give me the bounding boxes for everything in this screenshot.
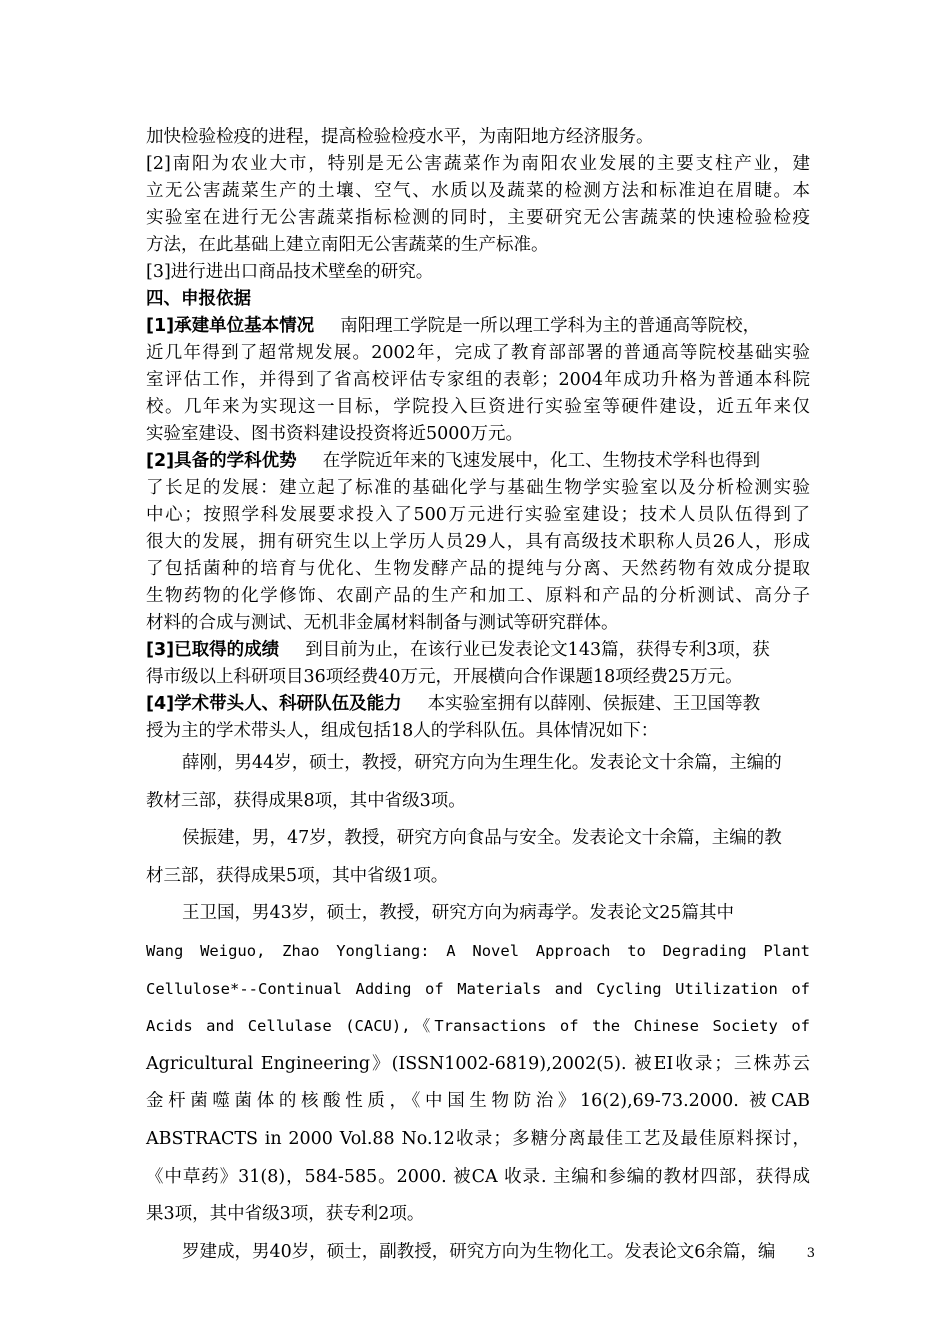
- intro-line: [3]进行进出口商品技术壁垒的研究。: [146, 262, 434, 282]
- bio-line: 罗建成，男40岁，硕士，副教授，研究方向为生物化工。发表论文6余篇，编: [182, 1241, 776, 1262]
- paragraph-line: 了包括菌种的培育与优化、生物发酵产品的提纯与分离、天然药物有效成分提取: [146, 559, 810, 579]
- bio-line: Cellulose*--Continual Adding of Materials and Cycling Utilization of: [146, 979, 810, 998]
- intro-line: 实验室在进行无公害蔬菜指标检测的同时，主要研究无公害蔬菜的快速检验检疫: [146, 208, 810, 228]
- bio-line: 薛刚，男44岁，硕士，教授，研究方向为生理生化。发表论文十余篇，主编的: [182, 753, 782, 773]
- paragraph-lead: [3]已取得的成绩: [146, 640, 280, 660]
- paragraph-line: 很大的发展，拥有研究生以上学历人员29人，具有高级技术职称人员26人，形成: [146, 532, 810, 552]
- paragraph-line: [146, 448, 810, 475]
- bio-section: [146, 745, 810, 1271]
- intro-line: [2]南阳为农业大市，特别是无公害蔬菜作为南阳农业发展的主要支柱产业，建: [146, 154, 810, 174]
- bio-line: Acids and Cellulase (CACU),《Transactions of the Chinese Society of: [146, 1017, 810, 1036]
- bio-line: 教材三部，获得成果8项，其中省级3项。: [146, 790, 466, 811]
- bio-line: 金杆菌噬菌体的核酸性质，《中国生物防治》16(2),69-73.2000. 被CAB: [146, 1091, 810, 1112]
- bio-line: 材三部，获得成果5项，其中省级1项。: [146, 865, 449, 886]
- intro-line: 加快检验检疫的进程，提高检验检疫水平，为南阳地方经济服务。: [146, 127, 654, 147]
- paragraph-text: 到目前为止，在该行业已发表论文143篇，获得专利3项，获: [305, 640, 770, 660]
- page-number: 3: [806, 1246, 815, 1261]
- paragraph-line: [146, 691, 810, 718]
- bio-line: ABSTRACTS in 2000 Vol.88 No.12收录；多糖分离最佳工艺及最佳原料探讨，: [146, 1128, 810, 1149]
- paragraph-text: 本实验室拥有以薛刚、侯振建、王卫国等教: [427, 694, 761, 714]
- paragraph-line: 生物药物的化学修饰、农副产品的生产和加工、原料和产品的分析测试、高分子: [146, 586, 810, 606]
- paragraph-line: 校。几年来为实现这一目标，学院投入巨资进行实验室等硬件建设，近五年来仅: [146, 397, 810, 417]
- intro-line: 立无公害蔬菜生产的土壤、空气、水质以及蔬菜的检测方法和标准迫在眉睫。本: [146, 181, 810, 201]
- paragraph-line: [146, 313, 810, 340]
- bio-line: 《中草药》31(8)，584-585。2000. 被CA 收录. 主编和参编的教材四部，获得成: [146, 1166, 810, 1187]
- paragraph-text: 南阳理工学院是一所以理工学科为主的普通高等院校，: [340, 316, 761, 336]
- paragraph-line: 实验室建设、图书资料建设投资将近5000万元。: [146, 424, 524, 444]
- document-body: [146, 124, 810, 1271]
- paragraph-lead: [4]学术带头人、科研队伍及能力: [146, 694, 402, 714]
- paragraph-lead: [1]承建单位基本情况: [146, 316, 315, 336]
- intro-line: 方法，在此基础上建立南阳无公害蔬菜的生产标准。: [146, 235, 549, 255]
- paragraph-line: 材料的合成与测试、无机非金属材料制备与测试等研究群体。: [146, 613, 619, 633]
- section-heading: 四、申报依据: [146, 289, 251, 309]
- paragraph-lead: [2]具备的学科优势: [146, 451, 297, 471]
- paragraph-line: 室评估工作，并得到了省高校评估专家组的表彰；2004年成功升格为普通本科院: [146, 370, 810, 390]
- paragraph-line: 得市级以上科研项目36项经费40万元，开展横向合作课题18项经费25万元。: [146, 667, 743, 687]
- paragraph-line: 近几年得到了超常规发展。2002年，完成了教育部部署的普通高等院校基础实验: [146, 343, 810, 363]
- paragraph-line: [146, 637, 810, 664]
- paragraph-line: 了长足的发展：建立起了标准的基础化学与基础生物学实验室以及分析检测实验: [146, 478, 810, 498]
- paragraph-line: 授为主的学术带头人，组成包括18人的学科队伍。具体情况如下：: [146, 721, 659, 741]
- bio-line: 侯振建，男，47岁，教授，研究方向食品与安全。发表论文十余篇，主编的教: [182, 828, 782, 849]
- paragraph-text: 在学院近年来的飞速发展中，化工、生物技术学科也得到: [322, 451, 761, 471]
- bio-line: Agricultural Engineering》(ISSN1002-6819),2002(5). 被EI收录；三株苏云: [146, 1053, 810, 1074]
- bio-line: 王卫国，男43岁，硕士，教授，研究方向为病毒学。发表论文25篇其中: [182, 903, 735, 924]
- bio-line: 果3项，其中省级3项，获专利2项。: [146, 1204, 425, 1225]
- paragraph-line: 中心；按照学科发展要求投入了500万元进行实验室建设；技术人员队伍得到了: [146, 505, 810, 525]
- bio-line: Wang Weiguo, Zhao Yongliang: A Novel Approach to Degrading Plant: [146, 941, 810, 960]
